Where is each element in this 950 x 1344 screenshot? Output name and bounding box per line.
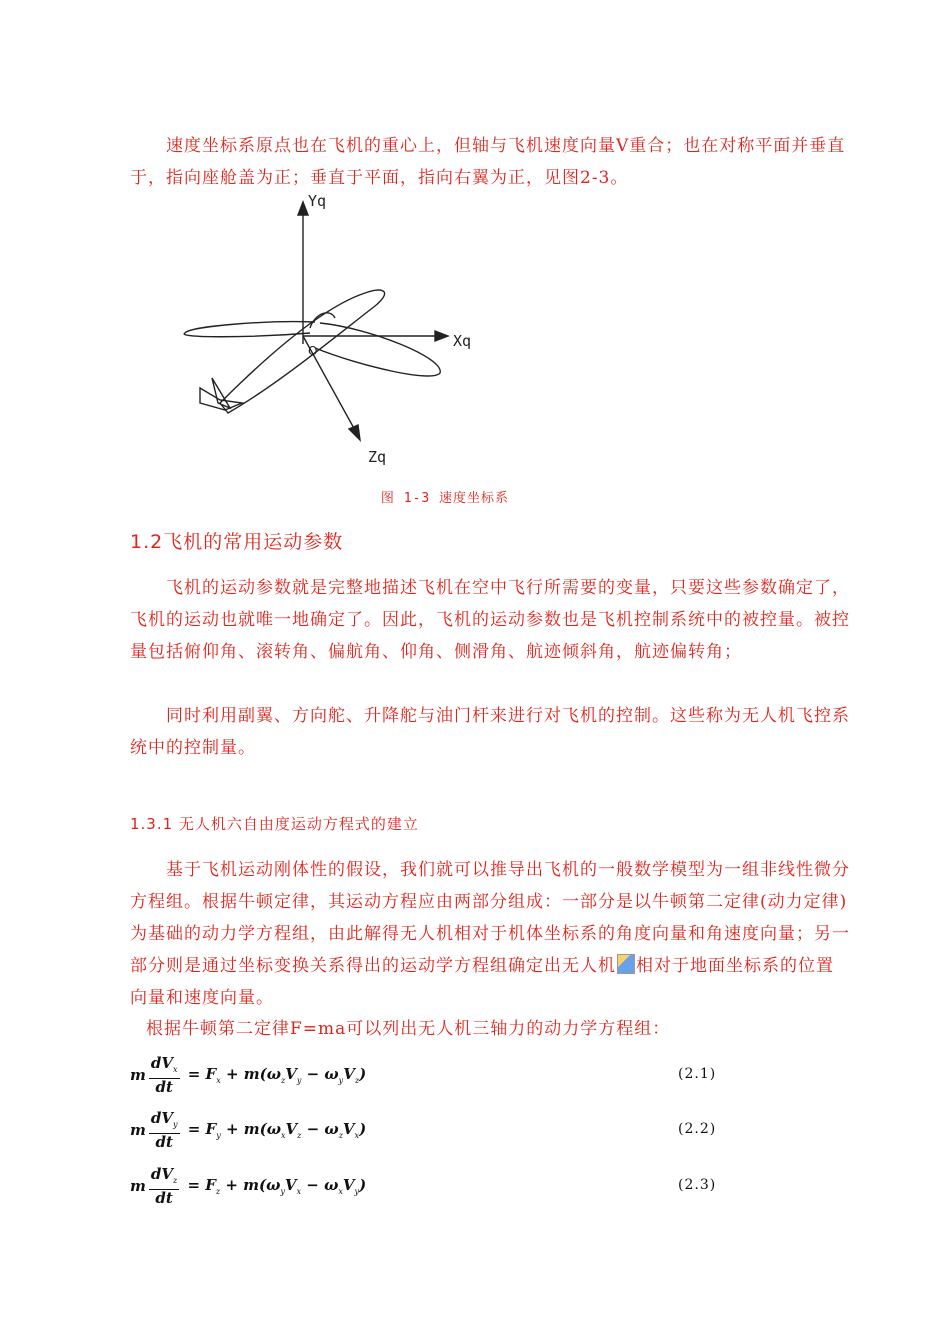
z-axis-arrow (349, 425, 360, 440)
equation-row (130, 1110, 770, 1150)
intro-paragraph: 速度坐标系原点也在飞机的重心上，但轴与飞机速度向量V重合；也在对称平面并垂直于，指向座舱盖为正；垂直于平面，指向右翼为正，见图2-3。 (130, 136, 846, 188)
left-wing (184, 322, 315, 337)
section-heading-1-2: 1.2飞机的常用运动参数 (130, 531, 344, 553)
y-axis-arrow (298, 202, 308, 215)
z-axis-label: Zq (368, 448, 387, 466)
equation: m $\frac{dV_x}{dt}$ = $F_x + m(\omega_zV_y - \omega_yV_z)$ (130, 1053, 367, 1096)
broken-image-icon (617, 954, 635, 974)
section-1-2-paragraph-2: 同时利用副翼、方向舵、升降舵与油门杆来进行对飞机的控制。这些称为无人机飞控系统中的控制量。 (130, 706, 850, 758)
vertical-tail (212, 378, 230, 408)
right-wing (315, 323, 440, 376)
velocity-coordinate-figure (170, 188, 490, 478)
horizontal-tail (200, 388, 242, 410)
origin-label: O (308, 344, 318, 358)
figure-caption: 图 1-3 速度坐标系 (380, 491, 510, 506)
y-axis-label: Yq (308, 192, 327, 210)
section-1-3-1-paragraph-2: 根据牛顿第二定律F=ma可以列出无人机三轴力的动力学方程组： (146, 1019, 671, 1039)
equation-row (130, 1166, 770, 1206)
x-axis-label: Xq (453, 332, 472, 350)
equation-number: (2.1) (678, 1066, 717, 1082)
fuselage (220, 290, 385, 413)
section-1-3-1-paragraph-1: 基于飞机运动刚体性的假设，我们就可以推导出飞机的一般数学模型为一组非线性微分方程组。根据牛顿定律，其运动方程应由两部分组成：一部分是以牛顿第二定律(动力定律)为基础的动力学方程组，由此解得无人机相对于机体坐标系的角度向量和角速度向量；另一部分则是通过坐标变换关系得出的运动学方程组确定出无人机 相对于地面坐标系的位置向量和速度向量。 (130, 860, 850, 1008)
x-axis-arrow (435, 331, 448, 341)
section-heading-1-3-1: 1.3.1 无人机六自由度运动方程式的建立 (130, 815, 419, 833)
equation: m $\frac{dV_y}{dt}$ = $F_y + m(\omega_xV_z - \omega_zV_x)$ (130, 1108, 367, 1151)
equation: m $\frac{dV_z}{dt}$ = $F_z + m(\omega_yV_x - \omega_xV_y)$ (130, 1164, 367, 1207)
equation-number: (2.3) (678, 1177, 717, 1193)
equation-number: (2.2) (678, 1121, 717, 1137)
section-1-2-paragraph-1: 飞机的运动参数就是完整地描述飞机在空中飞行所需要的变量，只要这些参数确定了，飞机的运动也就唯一地确定了。因此，飞机的运动参数也是飞机控制系统中的被控量。被控量包括俯仰角、滚转角、偏航角、仰角、侧滑角、航迹倾斜角，航迹偏转角； (130, 578, 850, 662)
equation-row (130, 1055, 770, 1095)
